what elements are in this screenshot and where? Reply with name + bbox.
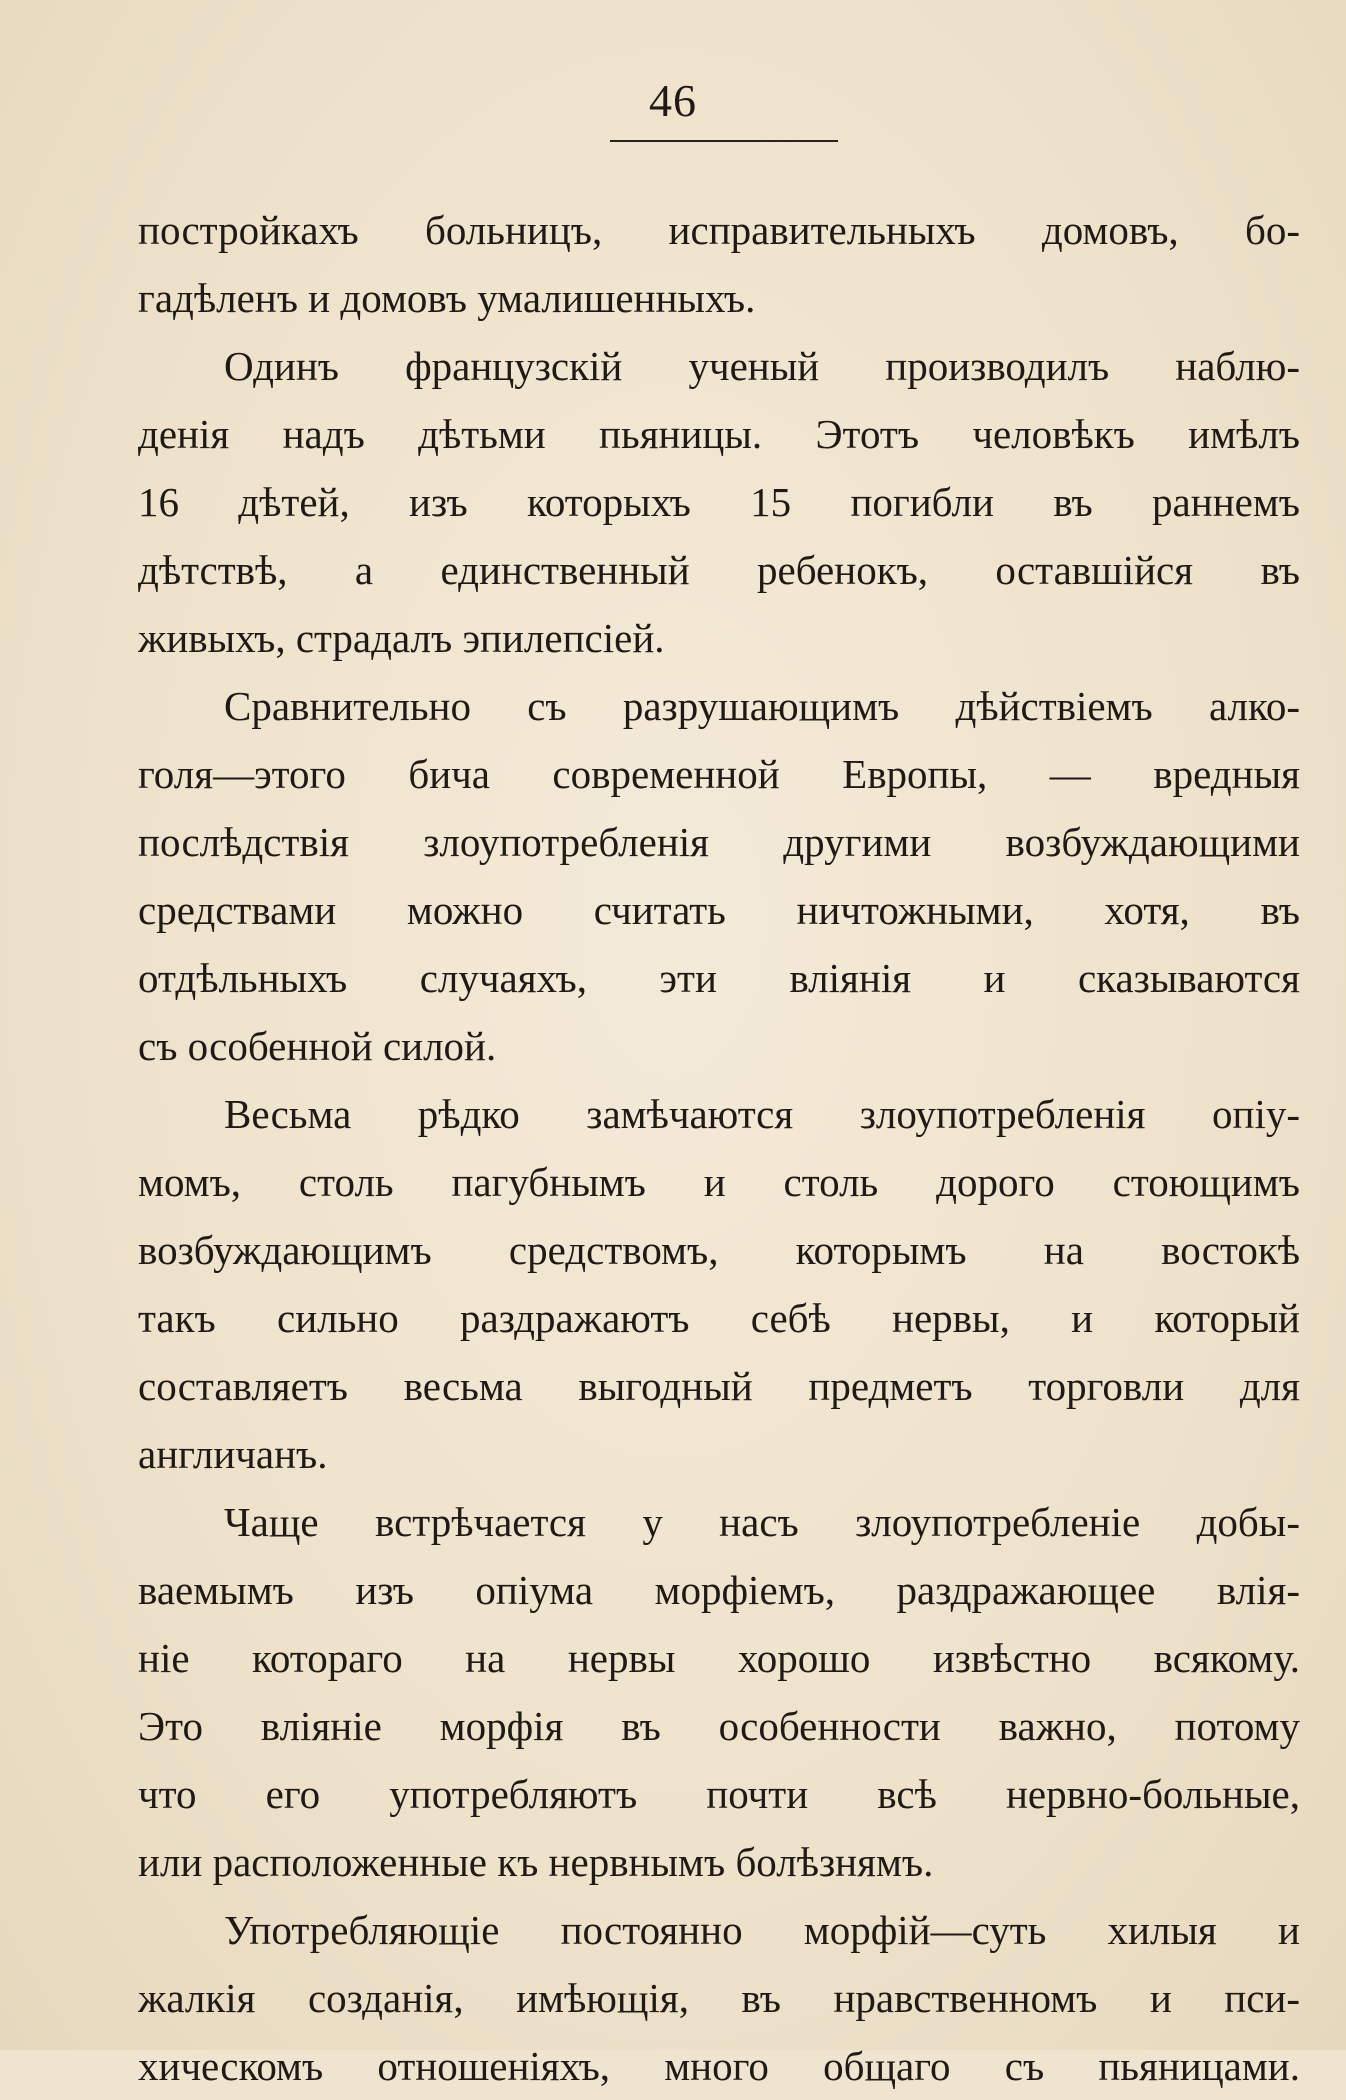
text-line: англичанъ. [138, 1431, 328, 1477]
paragraph-morphine-users [138, 1896, 1300, 2100]
paragraph-continuation [138, 196, 1300, 332]
page-number: 46 [649, 75, 697, 126]
text-line: или расположенные къ нервнымъ болѣзнямъ. [138, 1839, 934, 1885]
text-line: отдѣльныхъ случаяхъ, эти вліянія и сказываются [138, 955, 1300, 1001]
text-line: денія надъ дѣтьми пьяницы. Этотъ человѣкъ имѣлъ [138, 411, 1300, 457]
text-line: гадѣленъ и домовъ умалишенныхъ. [138, 275, 756, 321]
text-line: жалкія созданія, имѣющія, въ нравственномъ и пси- [138, 1975, 1300, 2021]
text-line: ваемымъ изъ опіума морфіемъ, раздражающее влія- [138, 1567, 1300, 1613]
text-line: такъ сильно раздражаютъ себѣ нервы, и который [138, 1295, 1300, 1341]
text-line: Это вліяніе морфія въ особенности важно, потому [138, 1703, 1300, 1749]
paragraph-morphine [138, 1488, 1300, 1896]
text-line: Употребляющіе постоянно морфій—суть хилыя и [224, 1907, 1300, 1953]
text-line: Сравнительно съ разрушающимъ дѣйствіемъ алко- [224, 683, 1300, 729]
text-line: момъ, столь пагубнымъ и столь дорого стоющимъ [138, 1159, 1300, 1205]
text-line: съ особенной силой. [138, 1023, 497, 1069]
text-line: Чаще встрѣчается у насъ злоупотребленіе добы- [224, 1499, 1300, 1545]
text-line: средствами можно считать ничтожными, хотя, въ [138, 887, 1300, 933]
text-line: голя—этого бича современной Европы, — вредныя [138, 751, 1300, 797]
text-line: ніе котораго на нервы хорошо извѣстно всякому. [138, 1635, 1300, 1681]
text-line: Весьма рѣдко замѣчаются злоупотребленія опіу- [224, 1091, 1300, 1137]
text-line: постройкахъ больницъ, исправительныхъ домовъ, бо- [138, 207, 1300, 253]
text-line: Одинъ французскій ученый производилъ наблю- [224, 343, 1300, 389]
text-line: возбуждающимъ средствомъ, которымъ на востокѣ [138, 1227, 1300, 1273]
text-line: живыхъ, страдалъ эпилепсіей. [138, 615, 665, 661]
paragraph-french-scientist [138, 332, 1300, 672]
paragraph-alcohol-comparison [138, 672, 1300, 1080]
text-line: дѣтствѣ, а единственный ребенокъ, оставшійся въ [138, 547, 1300, 593]
header-rule [610, 140, 838, 142]
text-line: что его употребляютъ почти всѣ нервно-больные, [138, 1771, 1300, 1817]
text-line: составляетъ весьма выгодный предметъ торговли для [138, 1363, 1300, 1409]
text-line: 16 дѣтей, изъ которыхъ 15 погибли въ раннемъ [138, 479, 1300, 525]
text-line: послѣдствія злоупотребленія другими возбуждающими [138, 819, 1300, 865]
text-line: хическомъ отношеніяхъ, много общаго съ пьяницами. [138, 2043, 1300, 2089]
text-body [138, 196, 1300, 2100]
paragraph-opium [138, 1080, 1300, 1488]
